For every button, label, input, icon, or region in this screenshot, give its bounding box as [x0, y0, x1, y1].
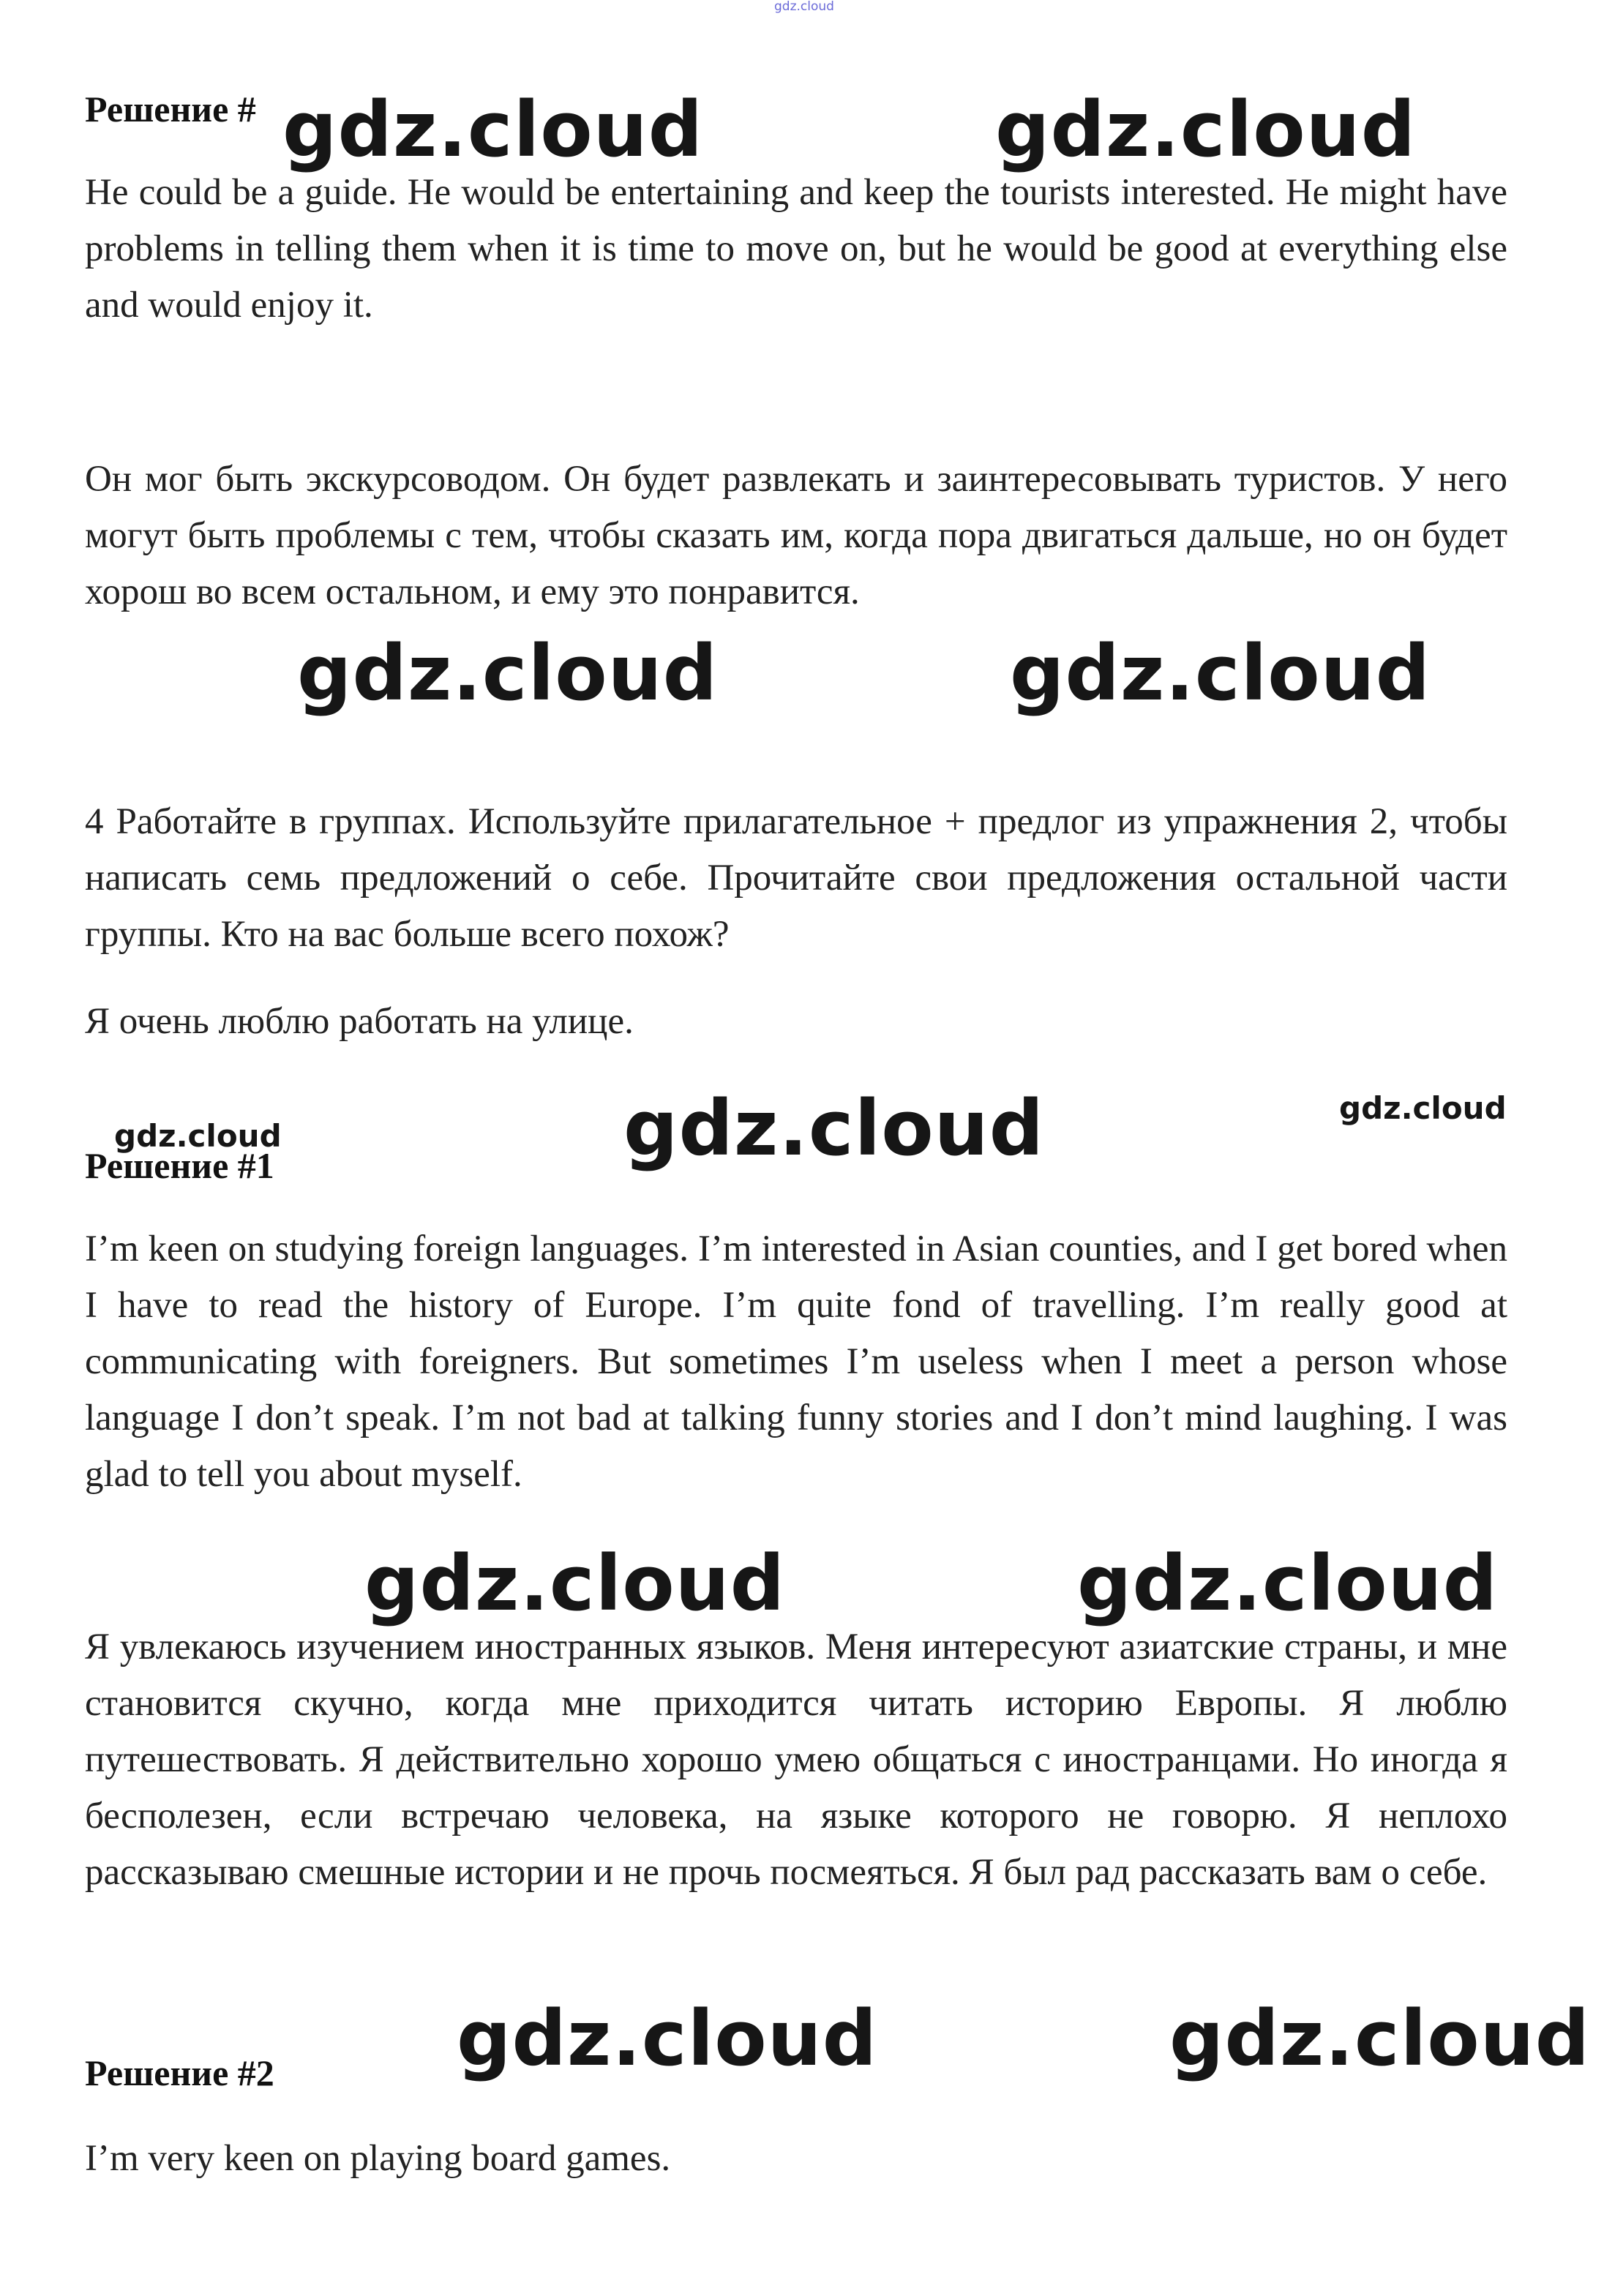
paragraph-russian-1: Он мог быть экскурсоводом. Он будет развлекать и заинтересовывать туристов. У него могут быть проблемы с тем, чтобы сказать им, когда пора двигаться дальше, но он будет хорош во всем остальном, и ему это понравится.: [85, 459, 1507, 612]
watermark: gdz.cloud: [364, 1539, 786, 1628]
watermark: gdz.cloud: [297, 629, 719, 718]
solution-heading: Решение #: [85, 89, 256, 130]
paragraph-english-3: I’m very keen on playing board games.: [85, 2138, 671, 2179]
watermark: gdz.cloud: [1010, 629, 1431, 718]
watermark-small: gdz.cloud: [1339, 1090, 1507, 1126]
example-sentence: Я очень люблю работать на улице.: [85, 1001, 634, 1042]
watermark: gdz.cloud: [1169, 1994, 1591, 2083]
watermark: gdz.cloud: [623, 1084, 1045, 1173]
watermark: gdz.cloud: [1077, 1539, 1499, 1628]
watermark: gdz.cloud: [457, 1994, 878, 2083]
watermark: gdz.cloud: [995, 85, 1417, 174]
paragraph-russian-2: Я увлекаюсь изучением иностранных языков. Меня интересуют азиатские страны, и мне становится скучно, когда мне приходится читать историю Европы. Я люблю путешествовать. Я действительно хорошо умею общаться с иностранцами. Но иногда я бесполезен, если встречаю человека, на языке которого не говорю. Я неплохо рассказываю смешные истории и не прочь посмеяться. Я был рад рассказать вам о себе.: [85, 1627, 1507, 1893]
paragraph-english-2: I’m keen on studying foreign languages. I’m interested in Asian counties, and I get bored when I have to read the history of Europe. I’m quite fond of travelling. I’m really good at communicating with foreigners. But sometimes I’m useless when I meet a person whose language I don’t speak. I’m not bad at talking funny stories and I don’t mind laughing. I was glad to tell you about myself.: [85, 1228, 1507, 1495]
solution-2-heading: Решение #2: [85, 2052, 274, 2093]
watermark: gdz.cloud: [282, 85, 704, 174]
header-watermark: gdz.cloud: [774, 0, 834, 14]
paragraph-english-1: He could be a guide. He would be entertaining and keep the tourists interested. He might have problems in telling them when it is time to move on, but he would be good at everything else and would enjoy it.: [85, 172, 1507, 326]
task-4-instructions: 4 Работайте в группах. Используйте прилагательное + предлог из упражнения 2, чтобы написать семь предложений о себе. Прочитайте свои предложения остальной части группы. Кто на вас больше всего похож?: [85, 801, 1507, 955]
solution-1-heading: Решение #1: [85, 1145, 274, 1186]
watermark-small: gdz.cloud: [114, 1118, 282, 1154]
